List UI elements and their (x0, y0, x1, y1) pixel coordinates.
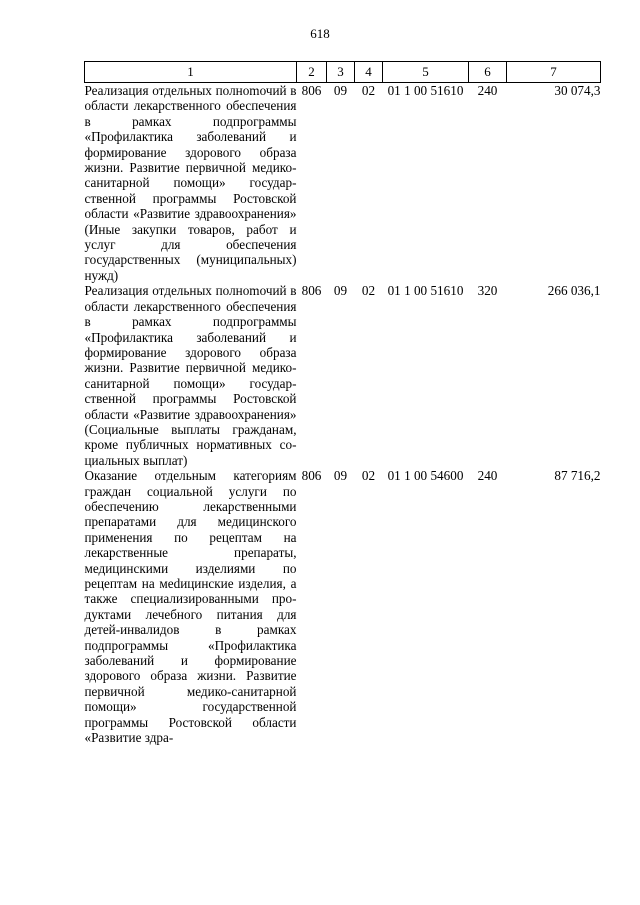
column-header-1: 1 (85, 62, 297, 83)
subsection-code: 02 (361, 468, 376, 484)
table-row (85, 83, 601, 284)
section-code: 09 (333, 468, 348, 484)
row-description: Реализация отдельных полноmочий в области лекарственного обеспечения в рамках подпрограммы «Профилактика заболеваний и формирование здорового образа жизни. Развитие первичной медико-санитарной помощи» государственной программы Ростовской области «Развитие здравоохранения» (Социальные выплаты гражданам, кроме публичных нормативных социальных выплат) (84, 283, 297, 468)
column-header-3: 3 (327, 62, 355, 83)
table-row (85, 468, 601, 745)
row-description: Оказание отдельным категориям граждан социальной услуги по обеспечению лекарственными препаратами для медицинского применения по рецептам на лекарственные препараты, медицинскими изделиями по рецептам на меdицинские изделия, а также специализированными продуктами лечебного питания для детей-инвалидов в рамках подпрограммы «Профилактика заболеваний и формирование здорового образа жизни. Развитие первичной медико-санитарной помощи» государственной программы Ростовской области «Развитие здра- (84, 468, 297, 746)
column-header-2: 2 (297, 62, 327, 83)
subsection-code: 02 (361, 83, 376, 98)
header-row (85, 62, 601, 83)
column-header-6: 6 (469, 62, 507, 83)
row-description: Реализация отдельных полноmочий в области лекарственного обеспечения в рамках подпрограммы «Профилактика заболеваний и формирование здорового образа жизни. Развитие первичной медико-санитарной помощи» государственной программы Ростовской области «Развитие здравоохранения» (Иные закупки товаров, работ и услуг для обеспечения государственных (муниципальных) нужд) (84, 83, 297, 283)
subsection-code: 02 (361, 283, 376, 299)
column-header-7: 7 (507, 62, 601, 83)
amount: 87 716,2 (554, 468, 601, 484)
target-article-code: 01 1 00 54600 (387, 468, 464, 484)
column-header-5: 5 (383, 62, 469, 83)
ministry-code: 806 (301, 283, 322, 299)
page-number: 618 (310, 26, 330, 41)
target-article-code: 01 1 00 51610 (387, 83, 464, 98)
amount: 266 036,1 (547, 283, 601, 299)
target-article-code: 01 1 00 51610 (387, 283, 464, 299)
ministry-code: 806 (301, 468, 322, 484)
amount: 30 074,3 (554, 83, 601, 98)
section-code: 09 (333, 83, 348, 98)
expense-type-code: 240 (477, 83, 498, 98)
budget-table (84, 61, 601, 745)
column-header-4: 4 (355, 62, 383, 83)
table-row (85, 283, 601, 468)
expense-type-code: 240 (477, 468, 498, 484)
ministry-code: 806 (301, 83, 322, 98)
expense-type-code: 320 (477, 283, 498, 299)
section-code: 09 (333, 283, 348, 299)
